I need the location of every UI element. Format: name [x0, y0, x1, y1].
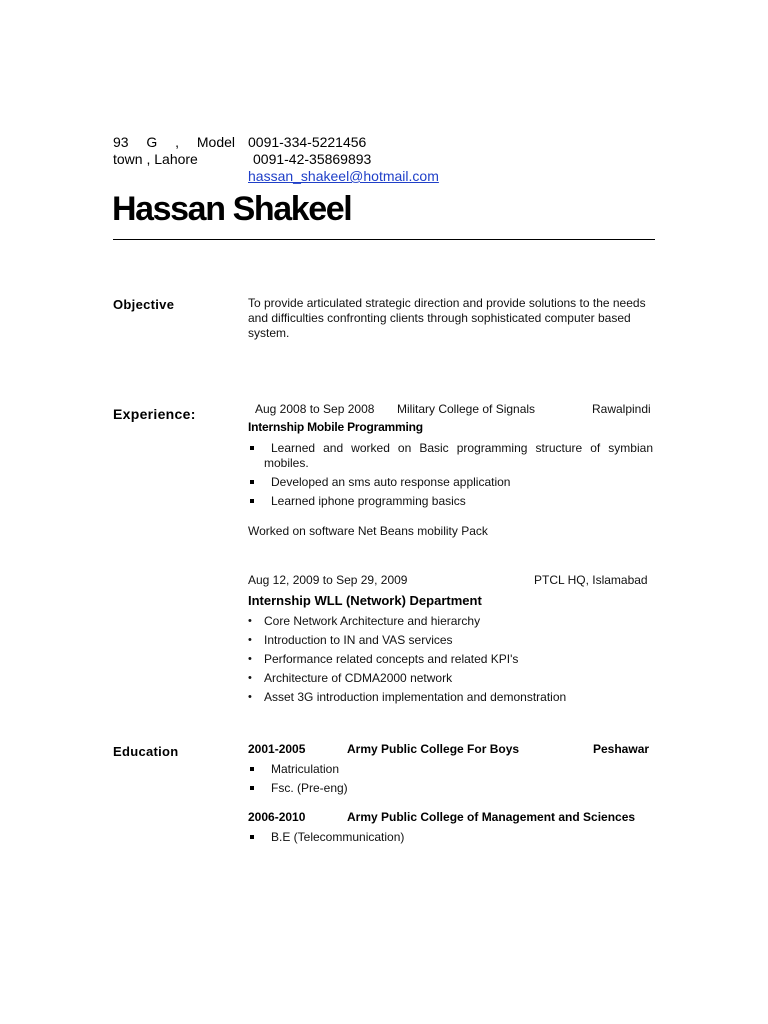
- list-item: Developed an sms auto response application: [248, 475, 653, 490]
- job2-dates: Aug 12, 2009 to Sep 29, 2009: [248, 573, 408, 587]
- job1-organization: Military College of Signals: [397, 402, 536, 416]
- header-divider: [113, 239, 655, 240]
- edu1-institution: Army Public College For Boys: [347, 742, 520, 756]
- experience-heading: Experience:: [113, 406, 196, 422]
- objective-text: To provide articulated strategic direction and provide solutions to the needs and difficulties confronting clients through sophisticated computer based system.: [248, 296, 646, 340]
- address-line-2: town , Lahore: [113, 151, 198, 167]
- phone-landline: 0091-42-35869893: [253, 151, 372, 167]
- list-item: B.E (Telecommunication): [248, 830, 653, 845]
- candidate-name: Hassan Shakeel: [112, 190, 352, 228]
- job1-bullets: [248, 441, 653, 513]
- objective-heading: Objective: [113, 297, 175, 312]
- list-item: • Asset 3G introduction implementation and demonstration: [248, 690, 653, 705]
- edu2-years: 2006-2010: [248, 810, 306, 824]
- list-item: Learned iphone programming basics: [248, 494, 653, 509]
- list-item: • Introduction to IN and VAS services: [248, 633, 653, 648]
- job1-location: Rawalpindi: [592, 402, 651, 416]
- job2-bullets: [248, 614, 653, 709]
- education-heading: Education: [113, 744, 179, 759]
- job1-note: Worked on software Net Beans mobility Pack: [248, 524, 488, 538]
- list-item: • Performance related concepts and related KPI's: [248, 652, 653, 667]
- list-item: Fsc. (Pre-eng): [248, 781, 653, 796]
- edu1-location: Peshawar: [593, 742, 650, 756]
- job1-title: Internship Mobile Programming: [248, 420, 423, 434]
- job2-location: PTCL HQ, Islamabad: [534, 573, 648, 587]
- list-item: • Core Network Architecture and hierarchy: [248, 614, 653, 629]
- email-link[interactable]: hassan_shakeel@hotmail.com: [248, 168, 439, 184]
- job2-title: Internship WLL (Network) Department: [248, 593, 482, 608]
- edu1-years: 2001-2005: [248, 742, 306, 756]
- edu2-institution: Army Public College of Management and Sciences: [347, 810, 636, 824]
- list-item: Learned and worked on Basic programming structure of symbian mobiles.: [248, 441, 653, 471]
- phone-mobile: 0091-334-5221456: [248, 134, 367, 150]
- list-item: • Architecture of CDMA2000 network: [248, 671, 653, 686]
- edu2-items: [248, 830, 653, 849]
- edu1-items: [248, 762, 653, 800]
- list-item: Matriculation: [248, 762, 653, 777]
- address-line-1: 93 G , Model: [113, 134, 235, 150]
- job1-dates: Aug 2008 to Sep 2008: [255, 402, 375, 416]
